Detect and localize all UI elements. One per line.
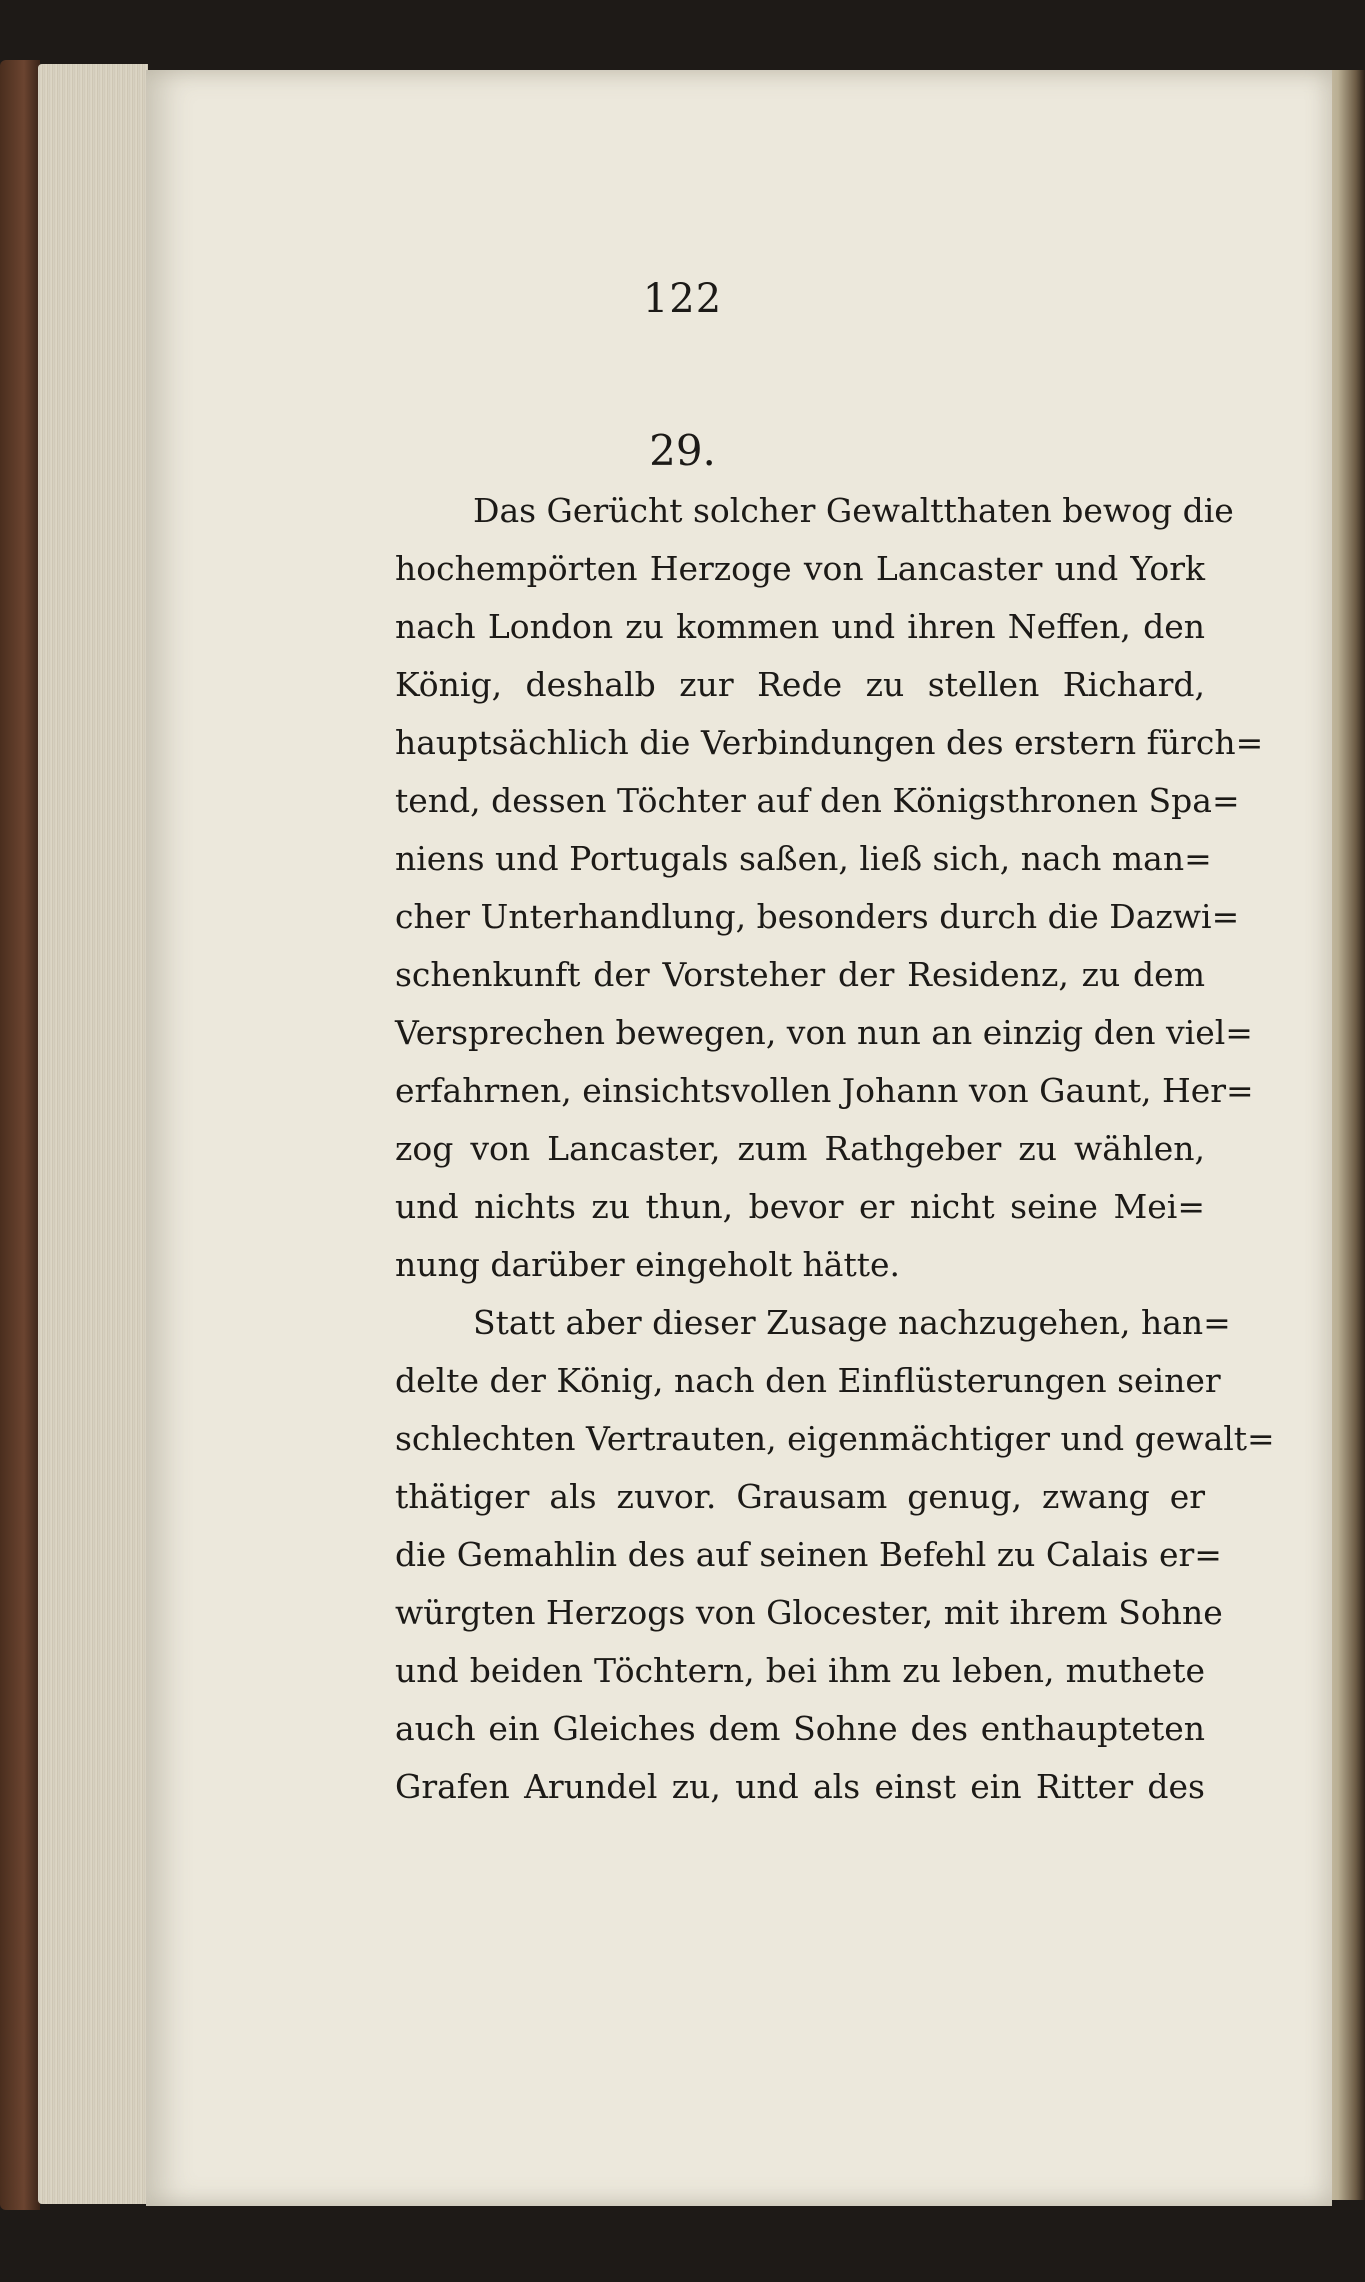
- text-line: hochempörten Herzoge von Lancaster und York: [395, 549, 1205, 588]
- text-line: Versprechen bewegen, von nun an einzig den viel=: [395, 1013, 1253, 1052]
- chapter-number: 29.: [649, 426, 716, 475]
- text-line: Statt aber dieser Zusage nachzugehen, han=: [473, 1303, 1231, 1342]
- text-line: würgten Herzogs von Glocester, mit ihrem Sohne: [395, 1593, 1223, 1632]
- text-line: König, deshalb zur Rede zu stellen Richard,: [395, 665, 1205, 704]
- paragraph: [395, 482, 1264, 1294]
- paragraph: [395, 1294, 1275, 1816]
- text-line: delte der König, nach den Einflüsterungen seiner: [395, 1361, 1221, 1400]
- text-line: nach London zu kommen und ihren Neffen, den: [395, 607, 1205, 646]
- text-line: Das Gerücht solcher Gewaltthaten bewog die: [473, 491, 1234, 530]
- text-line: schenkunft der Vorsteher der Residenz, zu dem: [395, 955, 1205, 994]
- text-line: schlechten Vertrauten, eigenmächtiger und gewalt=: [395, 1419, 1275, 1458]
- text-line: auch ein Gleiches dem Sohne des enthaupteten: [395, 1709, 1205, 1748]
- text-line: tend, dessen Töchter auf den Königsthronen Spa=: [395, 781, 1240, 820]
- text-line: und beiden Töchtern, bei ihm zu leben, muthete: [395, 1651, 1205, 1690]
- text-line: und nichts zu thun, bevor er nicht seine Mei=: [395, 1187, 1205, 1226]
- text-line: thätiger als zuvor. Grausam genug, zwang er: [395, 1477, 1205, 1516]
- text-line: Grafen Arundel zu, und als einst ein Ritter des: [395, 1767, 1205, 1806]
- text-line: zog von Lancaster, zum Rathgeber zu wählen,: [395, 1129, 1205, 1168]
- body-text: [395, 482, 1275, 1816]
- text-line: erfahrnen, einsichtsvollen Johann von Gaunt, Her=: [395, 1071, 1254, 1110]
- text-line: die Gemahlin des auf seinen Befehl zu Calais er=: [395, 1535, 1222, 1574]
- text-line: niens und Portugals saßen, ließ sich, nach man=: [395, 839, 1212, 878]
- book-binding: [0, 60, 40, 2210]
- text-line: hauptsächlich die Verbindungen des erstern fürch=: [395, 723, 1264, 762]
- page-number: 122: [642, 276, 723, 322]
- page-edges: [38, 64, 148, 2204]
- text-line: cher Unterhandlung, besonders durch die Dazwi=: [395, 897, 1240, 936]
- text-line: nung darüber eingeholt hätte.: [395, 1245, 901, 1284]
